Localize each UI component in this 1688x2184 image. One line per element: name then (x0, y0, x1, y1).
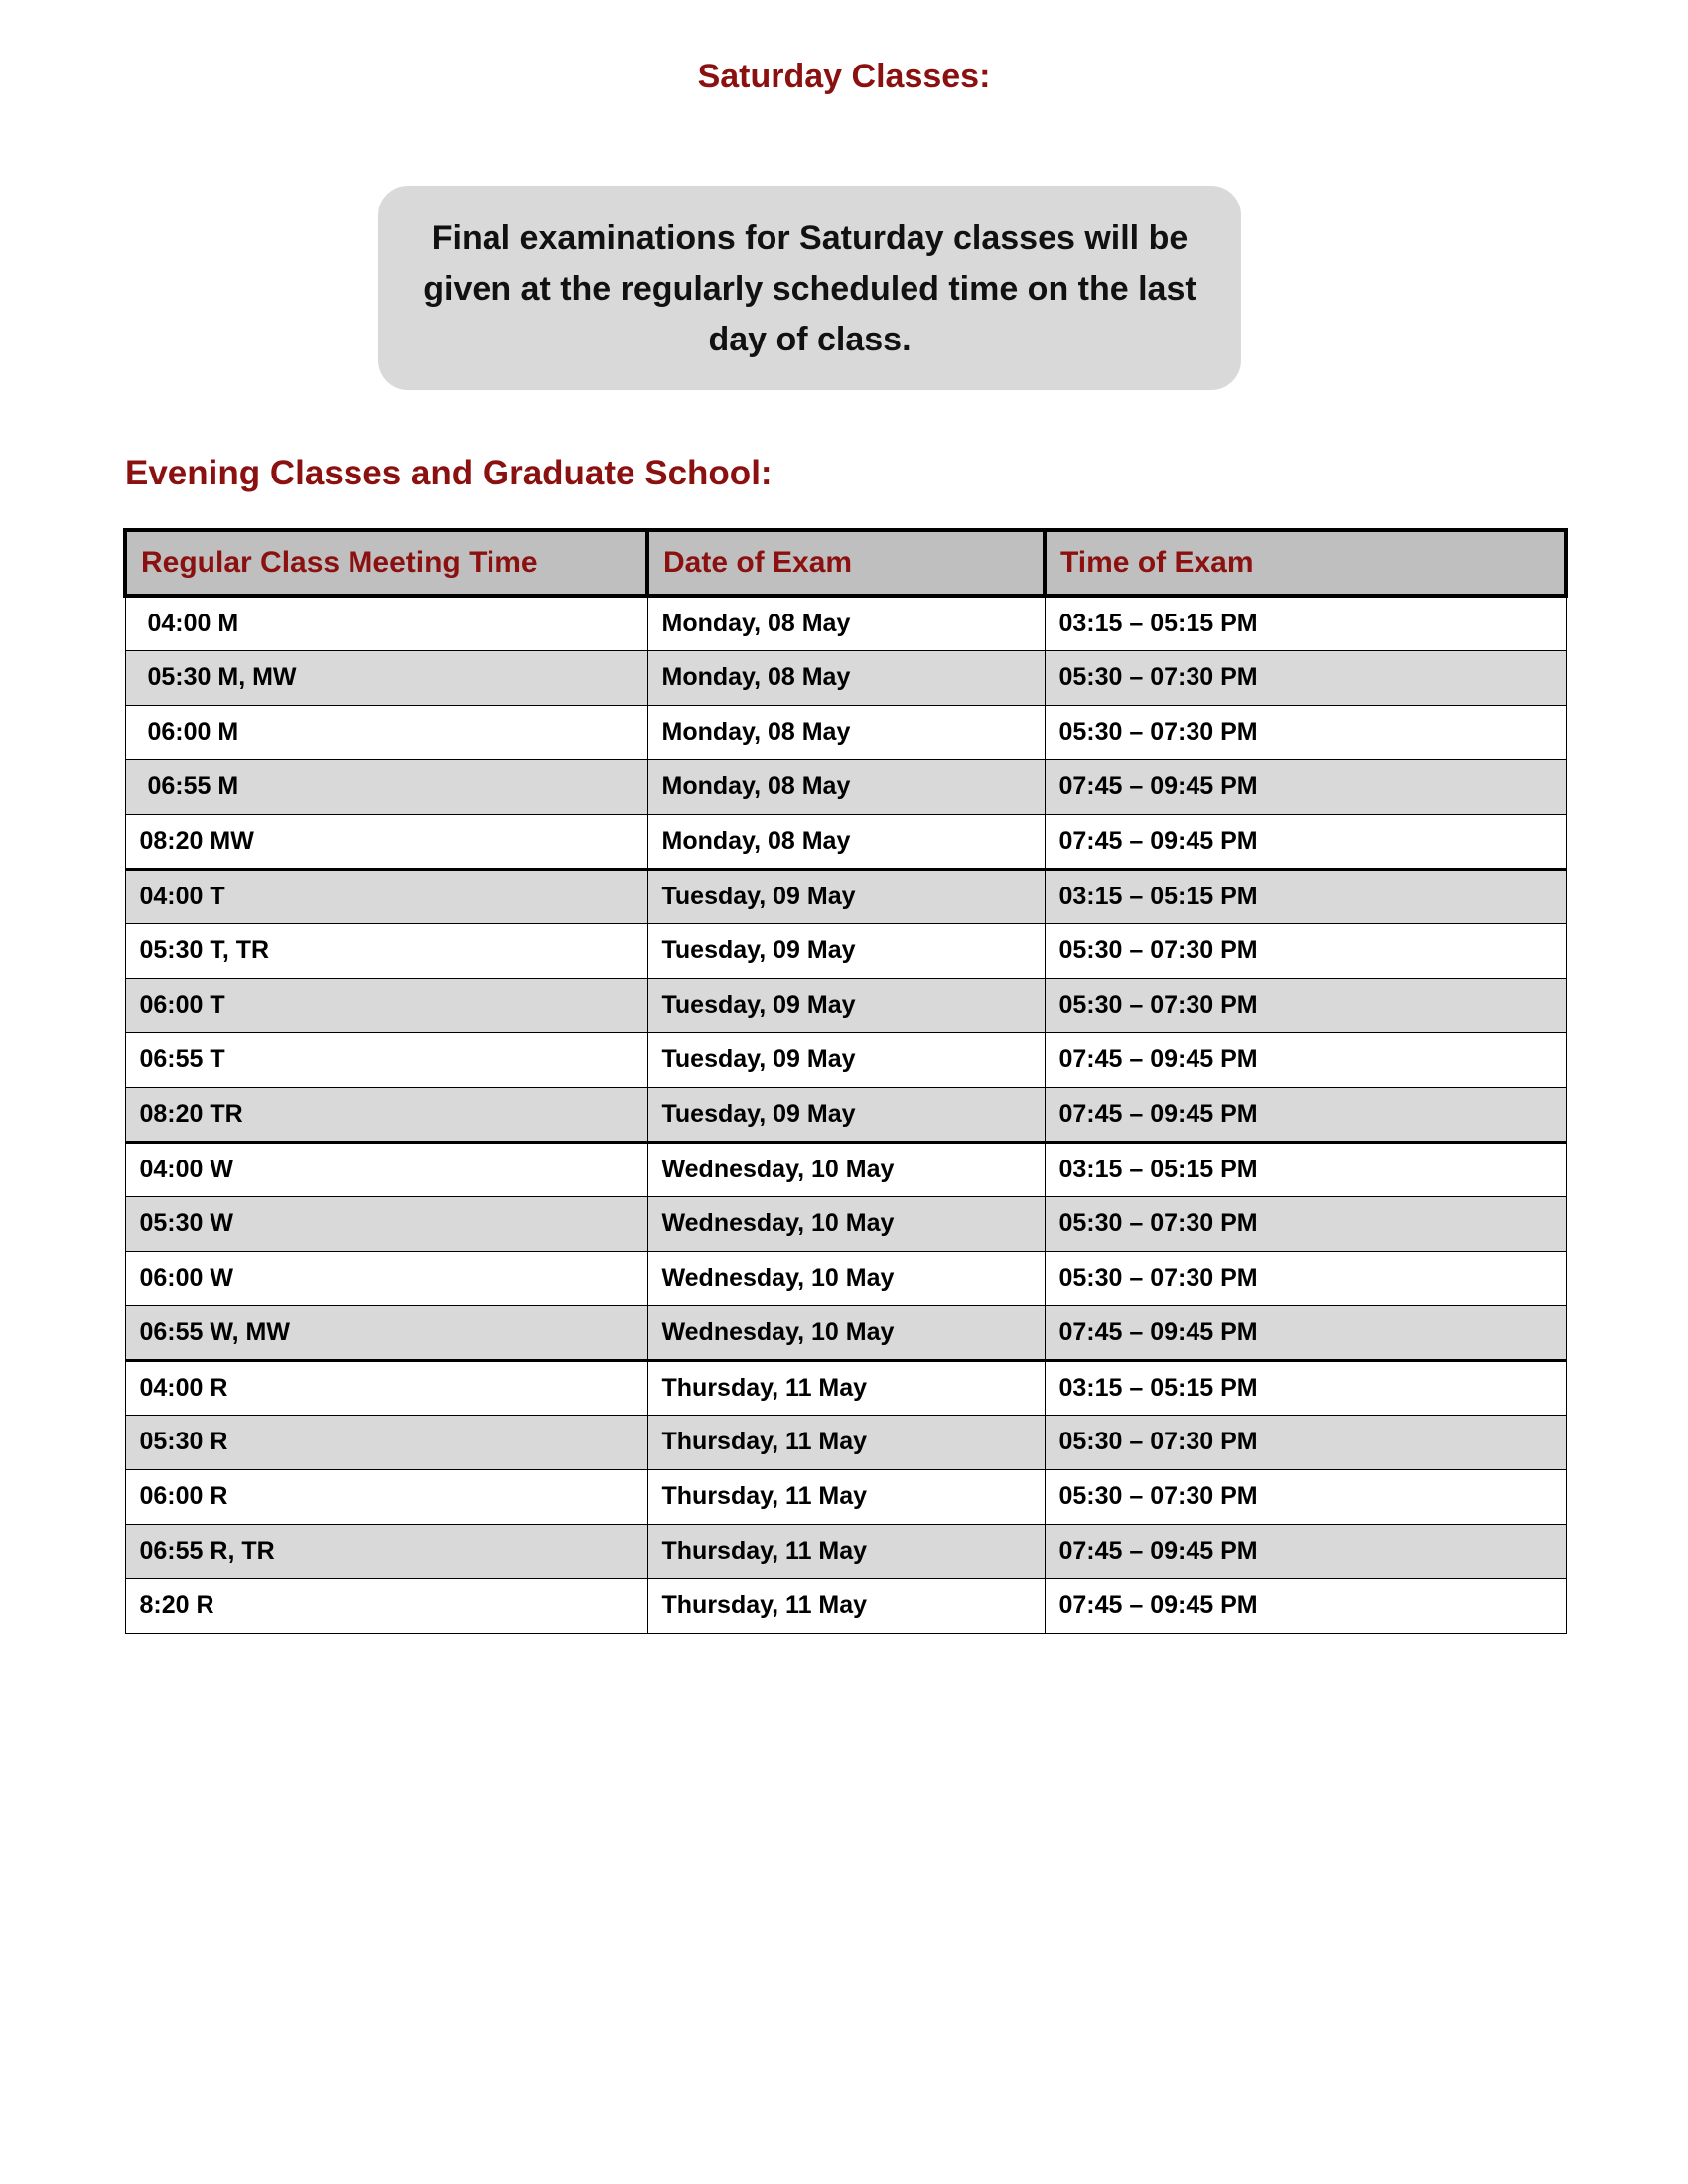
saturday-notice-text: Final examinations for Saturday classes will be given at the regularly scheduled time on the last day of class. (423, 219, 1196, 358)
exam-time-cell: 05:30 – 07:30 PM (1045, 650, 1566, 705)
class-time-cell: 04:00 W (125, 1142, 647, 1196)
table-header-row (125, 530, 1566, 596)
exam-date-cell: Thursday, 11 May (647, 1524, 1045, 1578)
exam-date-cell: Monday, 08 May (647, 759, 1045, 814)
class-time-cell: 05:30 T, TR (125, 923, 647, 978)
exam-date-cell: Wednesday, 10 May (647, 1196, 1045, 1251)
exam-time-cell: 05:30 – 07:30 PM (1045, 923, 1566, 978)
exam-time-cell: 03:15 – 05:15 PM (1045, 1142, 1566, 1196)
exam-date-cell: Monday, 08 May (647, 814, 1045, 869)
class-time-cell: 08:20 TR (125, 1087, 647, 1142)
table-row (125, 596, 1566, 650)
table-row (125, 1142, 1566, 1196)
table-row (125, 1360, 1566, 1415)
exam-time-cell: 05:30 – 07:30 PM (1045, 1251, 1566, 1305)
exam-date-cell: Tuesday, 09 May (647, 869, 1045, 923)
class-time-cell: 08:20 MW (125, 814, 647, 869)
exam-date-cell: Tuesday, 09 May (647, 1032, 1045, 1087)
exam-date-cell: Monday, 08 May (647, 596, 1045, 650)
exam-time-cell: 07:45 – 09:45 PM (1045, 814, 1566, 869)
class-time-cell: 04:00 R (125, 1360, 647, 1415)
exam-date-cell: Thursday, 11 May (647, 1360, 1045, 1415)
class-time-cell: 04:00 M (125, 596, 647, 650)
exam-time-cell: 05:30 – 07:30 PM (1045, 978, 1566, 1032)
header-exam-time: Time of Exam (1045, 530, 1566, 596)
table-row (125, 1524, 1566, 1578)
exam-time-cell: 03:15 – 05:15 PM (1045, 596, 1566, 650)
class-time-cell: 06:00 T (125, 978, 647, 1032)
exam-date-cell: Tuesday, 09 May (647, 923, 1045, 978)
evening-heading: Evening Classes and Graduate School: (125, 454, 773, 492)
exam-time-cell: 03:15 – 05:15 PM (1045, 869, 1566, 923)
table-row (125, 869, 1566, 923)
exam-time-cell: 07:45 – 09:45 PM (1045, 1032, 1566, 1087)
class-time-cell: 8:20 R (125, 1578, 647, 1633)
table-row (125, 814, 1566, 869)
exam-time-cell: 07:45 – 09:45 PM (1045, 1305, 1566, 1360)
exam-date-cell: Tuesday, 09 May (647, 1087, 1045, 1142)
class-time-cell: 04:00 T (125, 869, 647, 923)
class-time-cell: 06:55 R, TR (125, 1524, 647, 1578)
class-time-cell: 06:55 W, MW (125, 1305, 647, 1360)
table-row (125, 705, 1566, 759)
exam-time-cell: 03:15 – 05:15 PM (1045, 1360, 1566, 1415)
exam-date-cell: Monday, 08 May (647, 650, 1045, 705)
class-time-cell: 06:00 R (125, 1469, 647, 1524)
exam-date-cell: Thursday, 11 May (647, 1415, 1045, 1469)
class-time-cell: 05:30 M, MW (125, 650, 647, 705)
table-row (125, 1032, 1566, 1087)
exam-schedule-table (123, 528, 1568, 1634)
saturday-heading: Saturday Classes: (697, 58, 991, 95)
exam-time-cell: 05:30 – 07:30 PM (1045, 1415, 1566, 1469)
table-row (125, 1196, 1566, 1251)
class-time-cell: 06:00 M (125, 705, 647, 759)
exam-time-cell: 05:30 – 07:30 PM (1045, 1196, 1566, 1251)
table-row (125, 1578, 1566, 1633)
class-time-cell: 06:55 M (125, 759, 647, 814)
exam-date-cell: Thursday, 11 May (647, 1469, 1045, 1524)
exam-date-cell: Wednesday, 10 May (647, 1142, 1045, 1196)
table-row (125, 650, 1566, 705)
class-time-cell: 06:55 T (125, 1032, 647, 1087)
header-exam-date: Date of Exam (647, 530, 1045, 596)
exam-date-cell: Monday, 08 May (647, 705, 1045, 759)
table-row (125, 978, 1566, 1032)
table-row (125, 759, 1566, 814)
table-row (125, 1415, 1566, 1469)
exam-time-cell: 07:45 – 09:45 PM (1045, 1087, 1566, 1142)
class-time-cell: 05:30 W (125, 1196, 647, 1251)
exam-time-cell: 05:30 – 07:30 PM (1045, 705, 1566, 759)
class-time-cell: 05:30 R (125, 1415, 647, 1469)
exam-time-cell: 07:45 – 09:45 PM (1045, 759, 1566, 814)
exam-date-cell: Wednesday, 10 May (647, 1305, 1045, 1360)
exam-date-cell: Thursday, 11 May (647, 1578, 1045, 1633)
header-class-time: Regular Class Meeting Time (125, 530, 647, 596)
exam-time-cell: 05:30 – 07:30 PM (1045, 1469, 1566, 1524)
exam-time-cell: 07:45 – 09:45 PM (1045, 1578, 1566, 1633)
saturday-notice-box (378, 186, 1241, 390)
table-row (125, 1251, 1566, 1305)
table-row (125, 923, 1566, 978)
table-row (125, 1469, 1566, 1524)
exam-date-cell: Tuesday, 09 May (647, 978, 1045, 1032)
table-row (125, 1305, 1566, 1360)
table-row (125, 1087, 1566, 1142)
class-time-cell: 06:00 W (125, 1251, 647, 1305)
exam-time-cell: 07:45 – 09:45 PM (1045, 1524, 1566, 1578)
exam-date-cell: Wednesday, 10 May (647, 1251, 1045, 1305)
